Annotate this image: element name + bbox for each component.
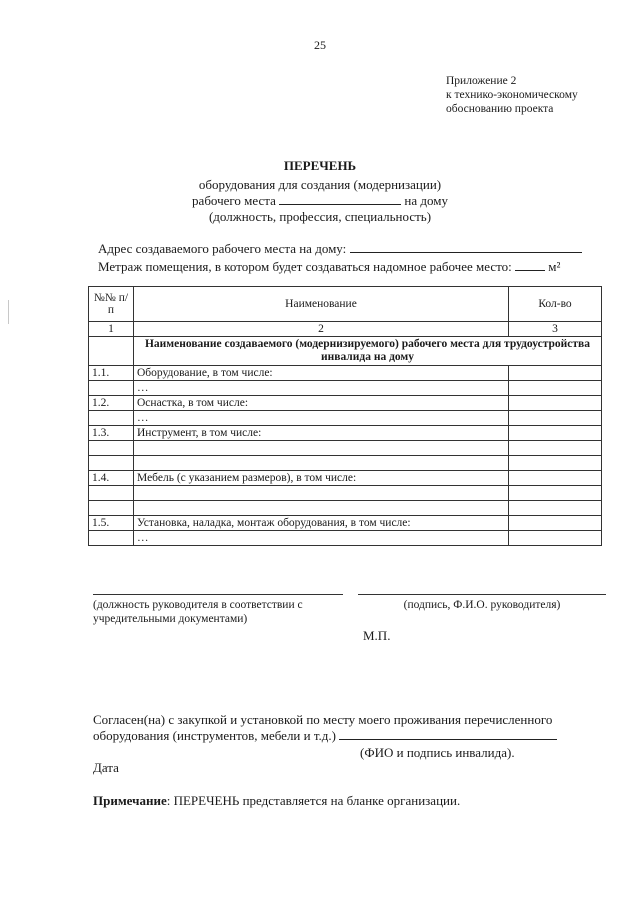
appendix-line-3: обоснованию проекта: [446, 103, 554, 115]
appendix-line-1: Приложение 2: [446, 75, 517, 87]
table-row: 1.3. Инструмент, в том числе:: [89, 426, 602, 441]
table-header-row: [89, 287, 602, 322]
scan-artifact: [8, 300, 9, 324]
header-number: №№ п/п: [89, 287, 134, 322]
consent-line-1: Согласен(на) с закупкой и установкой по месту моего проживания перечисленного: [93, 712, 553, 727]
column-number-3: 3: [509, 322, 602, 337]
area-unit: м²: [548, 259, 561, 274]
table-row: [89, 486, 602, 501]
table-row: …: [89, 531, 602, 546]
area-blank-line: [515, 269, 545, 271]
address-label: Адрес создаваемого рабочего места на дому:: [98, 241, 347, 256]
note-text: : ПЕРЕЧЕНЬ представляется на бланке организации.: [166, 793, 461, 808]
consent-line-2: [93, 728, 557, 743]
area-row: [98, 259, 560, 275]
header-name: Наименование: [134, 287, 509, 322]
page-number: 25: [314, 38, 326, 52]
subtitle-line-1: оборудования для создания (модернизации): [198, 177, 442, 192]
position-caption: [93, 598, 353, 626]
position-signature-line: [93, 594, 343, 595]
disabled-person-signature-line: [339, 738, 557, 740]
note: [93, 793, 460, 808]
table-row: 1.5. Установка, наладка, монтаж оборудования, в том числе:: [89, 516, 602, 531]
table-row: 1.2. Оснастка, в том числе:: [89, 396, 602, 411]
date-label: Дата: [93, 760, 119, 775]
subtitle-workplace-label: рабочего места: [192, 193, 276, 208]
document-title: ПЕРЕЧЕНЬ: [283, 158, 357, 173]
head-signature-line: [358, 594, 606, 595]
table-row: [89, 456, 602, 471]
appendix-line-2: к технико-экономическому: [446, 89, 578, 101]
column-number-1: 1: [89, 322, 134, 337]
table-column-numbers-row: [89, 322, 602, 337]
stamp-placeholder: М.П.: [363, 628, 391, 643]
table-row: …: [89, 381, 602, 396]
table-row: …: [89, 411, 602, 426]
address-blank-line: [350, 251, 582, 253]
position-caption-line-2: учредительными документами): [93, 613, 248, 625]
table-row: [89, 501, 602, 516]
appendix-note: [446, 74, 636, 116]
equipment-table: [88, 286, 602, 546]
table-row: [89, 441, 602, 456]
subtitle-line-2: [0, 193, 640, 209]
subtitle-at-home-label: на дому: [404, 193, 448, 208]
note-label: Примечание: [93, 793, 167, 808]
position-caption-line-1: (должность руководителя в соответствии с: [93, 599, 303, 611]
column-number-2: 2: [134, 322, 509, 337]
section-title: Наименование создаваемого (модернизируемого) рабочего места для трудоустройства инвалида на дому: [134, 337, 602, 366]
subtitle-line-3: (должность, профессия, специальность): [208, 209, 432, 224]
consent-line-2-text: оборудования (инструментов, мебели и т.д.): [93, 728, 336, 743]
table-row: 1.1. Оборудование, в том числе:: [89, 366, 602, 381]
disabled-person-caption: (ФИО и подпись инвалида).: [360, 745, 515, 760]
position-blank-line: [279, 203, 401, 205]
area-label: Метраж помещения, в котором будет создаваться надомное рабочее место:: [98, 259, 512, 274]
address-row: [98, 241, 582, 257]
head-signature-caption: (подпись, Ф.И.О. руководителя): [403, 599, 561, 611]
table-section-row: [89, 337, 602, 366]
header-quantity: Кол-во: [509, 287, 602, 322]
table-row: 1.4. Мебель (с указанием размеров), в том числе:: [89, 471, 602, 486]
